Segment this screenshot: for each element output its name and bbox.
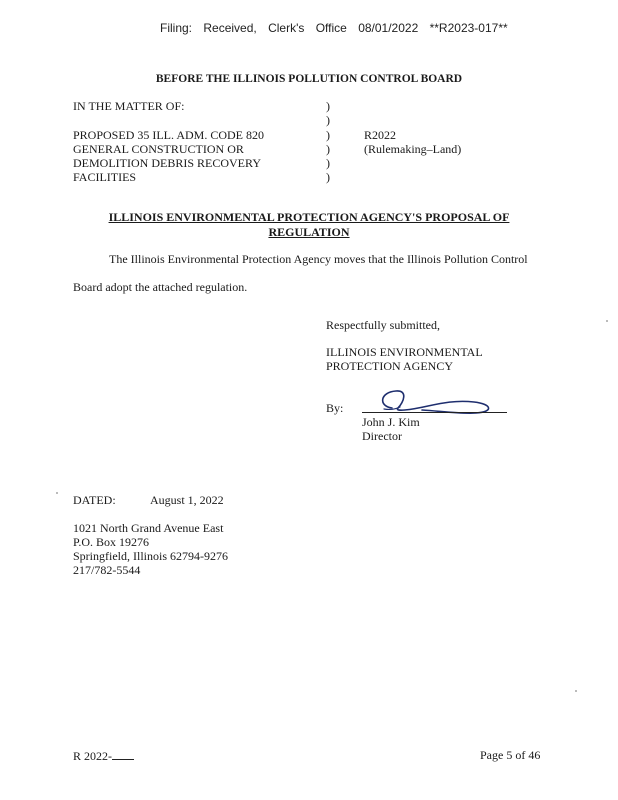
proposal-line-3: DEMOLITION DEBRIS RECOVERY	[73, 156, 261, 170]
footer-docket-prefix: R 2022-	[73, 749, 112, 763]
by-label: By:	[326, 401, 344, 415]
scan-speck	[575, 690, 577, 692]
docket-blank-line	[112, 748, 134, 760]
address-line-3: Springfield, Illinois 62794-9276	[73, 549, 228, 563]
caption-paren: )	[326, 99, 330, 113]
caption-paren: )	[326, 170, 330, 184]
office-label: Office	[315, 21, 347, 35]
scan-speck	[56, 492, 58, 494]
agency-title-line-1: ILLINOIS ENVIRONMENTAL PROTECTION AGENCY'S PROPOSAL OF	[108, 210, 510, 224]
proposal-line-4: FACILITIES	[73, 170, 137, 184]
agency-name-line-1: ILLINOIS ENVIRONMENTAL	[326, 345, 483, 359]
agency-name-line-2: PROTECTION AGENCY	[326, 359, 454, 373]
caption-paren: )	[326, 113, 330, 127]
case-number: R2022	[364, 128, 397, 142]
caption-paren: )	[326, 142, 330, 156]
caption-paren: )	[326, 128, 330, 142]
clerks-label: Clerk's	[268, 21, 305, 35]
agency-title-line-2: REGULATION	[268, 225, 350, 239]
signer-name: John J. Kim	[362, 415, 420, 429]
docket-number: **R2023-017**	[429, 21, 508, 35]
respectfully-submitted: Respectfully submitted,	[326, 318, 440, 332]
signature-line	[362, 412, 507, 413]
dated-label: DATED:	[73, 493, 116, 507]
signer-title: Director	[362, 429, 402, 443]
proposal-line-1: PROPOSED 35 ILL. ADM. CODE 820	[73, 128, 265, 142]
caption-paren: )	[326, 156, 330, 170]
case-type: (Rulemaking–Land)	[364, 142, 462, 156]
filing-date: 08/01/2022	[358, 21, 419, 35]
address-line-1: 1021 North Grand Avenue East	[73, 521, 224, 535]
filing-label: Filing:	[160, 21, 193, 35]
proposal-line-2: GENERAL CONSTRUCTION OR	[73, 142, 244, 156]
address-phone: 217/782-5544	[73, 563, 141, 577]
body-line-1: The Illinois Environmental Protection Agency moves that the Illinois Pollution Control	[109, 252, 528, 266]
dated-value: August 1, 2022	[150, 493, 224, 507]
page-number: Page 5 of 46	[480, 748, 541, 762]
board-title: BEFORE THE ILLINOIS POLLUTION CONTROL BOARD	[155, 73, 463, 85]
in-the-matter: IN THE MATTER OF:	[73, 99, 185, 113]
footer-docket	[73, 748, 134, 764]
received-label: Received,	[203, 21, 257, 35]
body-line-2: Board adopt the attached regulation.	[73, 280, 248, 294]
agency-proposal-title	[0, 210, 618, 240]
address-line-2: P.O. Box 19276	[73, 535, 150, 549]
scan-speck	[606, 320, 608, 322]
filing-header	[160, 21, 508, 35]
